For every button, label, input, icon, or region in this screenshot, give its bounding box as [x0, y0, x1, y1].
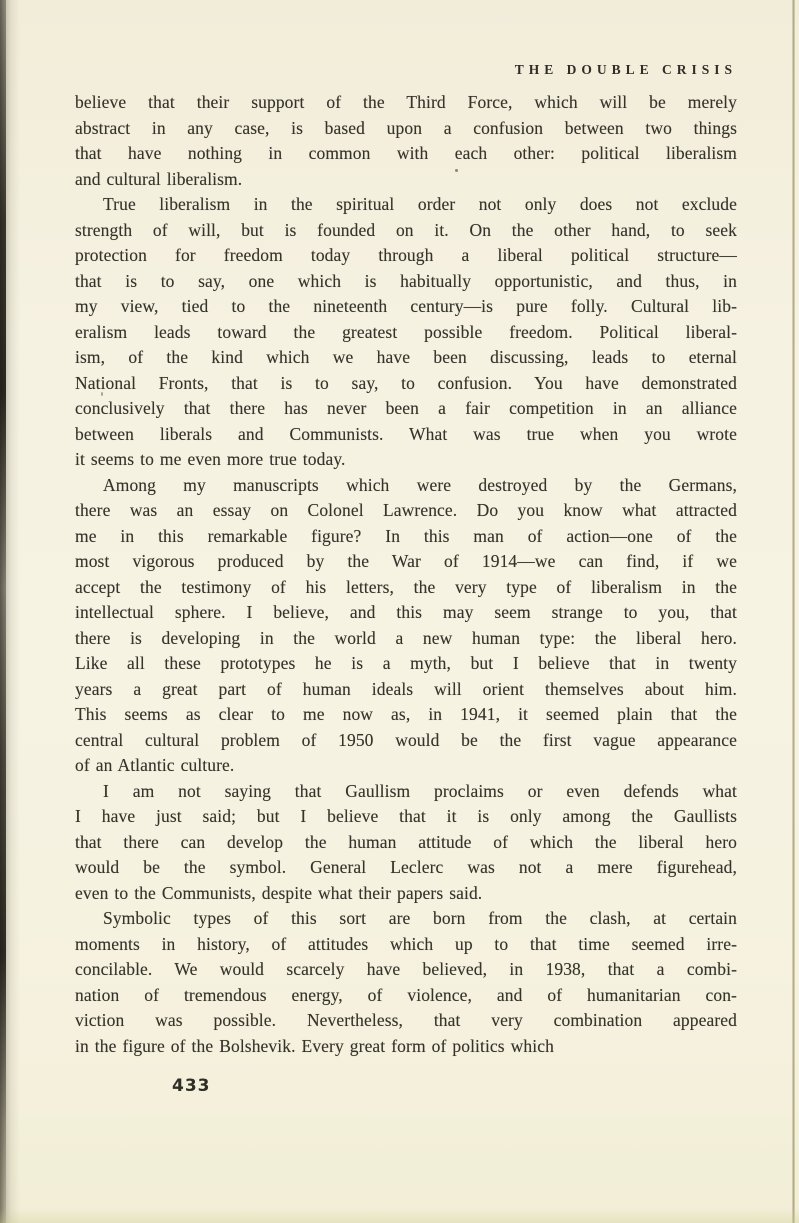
text-line: National Fronts, that is to say, to confusion. You have demonstrated	[75, 372, 737, 393]
page-content	[75, 62, 737, 1096]
text-line: even to the Communists, despite what their papers said.	[75, 882, 483, 903]
left-gutter-edge	[0, 0, 6, 1223]
text-line: eralism leads toward the greatest possible freedom. Political liberal-	[75, 321, 737, 342]
running-header: THE DOUBLE CRISIS	[514, 62, 737, 77]
text-line: my view, tied to the nineteenth century—is pure folly. Cultural lib-	[75, 296, 737, 316]
text-line: that there can develop the human attitude of which the liberal hero	[75, 831, 737, 852]
text-line: concilable. We would scarcely have believed, in 1938, that a combi-	[75, 959, 737, 979]
text-line: accept the testimony of his letters, the very type of liberalism in the	[75, 576, 737, 597]
text-line: most vigorous produced by the War of 1914—we can find, if we	[75, 551, 737, 571]
text-line: True liberalism in the spiritual order not only does not exclude	[103, 194, 737, 214]
text-line: it seems to me even more true today.	[75, 449, 346, 469]
text-line: of an Atlantic culture.	[75, 755, 235, 775]
text-line: there was an essay on Colonel Lawrence. Do you know what attracted	[75, 500, 737, 520]
text-line: intellectual sphere. I believe, and this may seem strange to you, that	[75, 602, 737, 622]
text-line: me in this remarkable figure? In this man of action—one of the	[75, 525, 737, 546]
page-number: 433	[172, 1076, 211, 1096]
text-line: conclusively that there has never been a fair competition in an alliance	[75, 398, 737, 418]
text-line: in the figure of the Bolshevik. Every great form of politics which	[75, 1035, 554, 1056]
text-line: believe that their support of the Third Force, which will be merely	[75, 92, 737, 112]
text-line: that is to say, one which is habitually opportunistic, and thus, in	[75, 270, 737, 291]
left-gutter-shadow	[0, 0, 20, 1223]
text-line: Among my manuscripts which were destroyed by the Germans,	[103, 474, 737, 495]
text-line: protection for freedom today through a liberal political structure—	[75, 245, 737, 265]
text-line: strength of will, but is founded on it. On the other hand, to seek	[75, 219, 737, 240]
text-line: I have just said; but I believe that it is only among the Gaullists	[75, 806, 737, 826]
text-line: nation of tremendous energy, of violence, and of humanitarian con-	[75, 984, 737, 1005]
text-line: years a great part of human ideals will orient themselves about him.	[75, 678, 737, 699]
text-line: Symbolic types of this sort are born from the clash, at certain	[103, 908, 737, 928]
text-line: there is developing in the world a new human type: the liberal hero.	[75, 627, 737, 648]
text-line: that have nothing in common with each other: political liberalism	[75, 143, 737, 163]
text-line: between liberals and Communists. What was true when you wrote	[75, 423, 737, 444]
right-page-edge	[792, 0, 795, 1223]
text-line: and cultural liberalism.	[75, 168, 243, 189]
bottom-page-edge	[0, 1209, 799, 1223]
text-line: would be the symbol. General Leclerc was not a mere figurehead,	[75, 857, 737, 877]
text-line: This seems as clear to me now as, in 1941, it seemed plain that the	[75, 704, 737, 724]
text-line: central cultural problem of 1950 would be the first vague appearance	[75, 729, 737, 750]
text-line: viction was possible. Nevertheless, that very combination appeared	[75, 1010, 737, 1030]
text-block	[75, 90, 737, 1059]
text-line: I am not saying that Gaullism proclaims or even defends what	[103, 780, 737, 801]
text-line: Like all these prototypes he is a myth, but I believe that in twenty	[75, 653, 737, 673]
text-line: moments in history, of attitudes which up to that time seemed irre-	[75, 933, 737, 954]
text-line: ism, of the kind which we have been discussing, leads to eternal	[75, 347, 737, 367]
text-line: abstract in any case, is based upon a confusion between two things	[75, 117, 737, 138]
